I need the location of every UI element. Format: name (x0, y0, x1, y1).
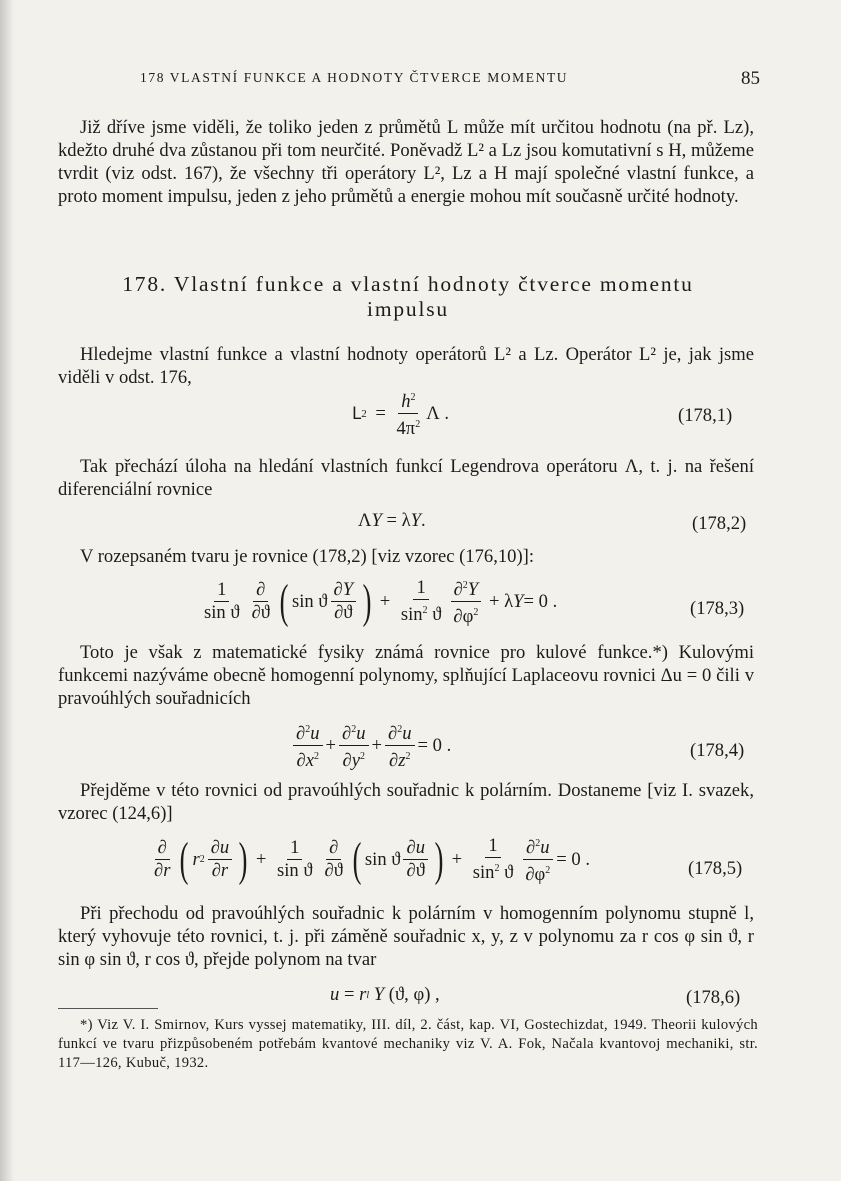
paragraph-2 (58, 455, 754, 501)
running-title: 178 VLASTNÍ FUNKCE A HODNOTY ČTVERCE MOMENTU (140, 70, 569, 85)
footnote-text: *) Viz V. I. Smirnov, Kurs vyssej matematiky, III. díl, 2. část, kap. VI, Gostechizdat, 1949. Theorii kulových funkcí ve tvaru přizpůsobeném potřebám kvantové mechaniky viz V. A. Fok, Načala kvantovoj mechaniki, str. 117—126, Kubuč, 1932. (58, 1017, 758, 1071)
binding-shadow (0, 0, 14, 1181)
paragraph-5 (58, 779, 754, 825)
paragraph-1 (58, 343, 754, 389)
equation-number-178-1: (178,1) (678, 405, 733, 426)
paragraph-6-text: Při přechodu od pravoúhlých souřadnic k polárním v homogenním polynomu stupně l, který vyhovuje této rovnici, t. j. při záměně souřadnic x, y, z v polynomu za r cos φ sin ϑ, r sin φ sin ϑ, r cos ϑ, přejde polynom na tvar (58, 903, 754, 970)
equation-178-1: L 2 = $\frac{h^2}{4\pi^2}$ Λ . (352, 388, 449, 439)
paragraph-3 (58, 545, 754, 568)
section-heading-line2: impulsu (367, 297, 449, 321)
paragraph-6 (58, 902, 754, 971)
paragraph-2-text: Tak přechází úloha na hledání vlastních funkcí Legendrova operátoru Λ, t. j. na řešení diferenciální rovnice (58, 456, 754, 500)
paragraph-3-text: V rozepsaném tvaru je rovnice (178,2) [viz vzorec (176,10)]: (80, 546, 534, 567)
section-heading (58, 272, 758, 322)
paragraph-4-text: Toto je však z matematické fysiky známá rovnice pro kulové funkce.*) Kulovými funkcemi nazýváme obecně homogenní polynomy, splňující Laplaceovu rovnici Δu = 0 čili v pravoúhlých souřadnicích (58, 642, 754, 709)
equation-178-2: Λ Y = λ Y . (358, 510, 426, 531)
equation-178-6: u = r l Y (ϑ, φ) , (330, 984, 440, 1005)
equation-number-178-3: (178,3) (690, 598, 745, 619)
page-number: 85 (741, 68, 760, 89)
equation-number-178-6: (178,6) (686, 987, 741, 1008)
equation-178-4: $\frac{\partial^2u}{\partial x^2}$ + $\frac{\partial^2u}{\partial y^2}$ + $\frac{\partial^2u}{\partial z^2}$ = 0 . (290, 720, 451, 771)
footnote (58, 1016, 758, 1073)
paragraph-4 (58, 641, 754, 710)
equation-number-178-5: (178,5) (688, 858, 743, 879)
paragraph-5-text: Přejděme v této rovnici od pravoúhlých souřadnic k polárním. Dostaneme [viz I. svazek, vzorec (124,6)] (58, 780, 754, 824)
equation-178-3: $\frac{1}{\text{sin ϑ}}$ $\frac{\partial}{\partial ϑ}$ ( sin ϑ $\frac{\partial Y}{\partial ϑ}$ ) + $\frac{1}{\sin^2 ϑ}$ $\frac{\partial^2Y}{\partial\varphi^2}$ + λ Y = 0 . (204, 574, 558, 628)
equation-number-178-2: (178,2) (692, 513, 747, 534)
footnote-rule (58, 1008, 158, 1009)
equation-number-178-4: (178,4) (690, 740, 745, 761)
intro-paragraph (58, 116, 754, 208)
section-heading-line1: 178. Vlastní funkce a vlastní hodnoty čtverce momentu (122, 272, 694, 296)
paragraph-1-text: Hledejme vlastní funkce a vlastní hodnoty operátorů L² a Lz. Operátor L² je, jak jsme viděli v odst. 176, (58, 344, 754, 388)
equation-178-5: $\frac{\partial}{\partial r}$ ( r 2 $\frac{\partial u}{\partial r}$ ) + $\frac{1}{\text{sin ϑ}}$ $\frac{\partial}{\partial ϑ}$ ( sin ϑ $\frac{\partial u}{\partial ϑ}$ ) + $\frac{1}{\sin^2 ϑ}$ $\frac{\partial^2u}{\partial\varphi^2}$ = 0 . (154, 832, 590, 886)
running-header (140, 70, 760, 96)
intro-text: Již dříve jsme viděli, že toliko jeden z průmětů L může mít určitou hodnotu (na př. Lz), kdežto druhé dva zůstanou při tom neurčité. Poněvadž L² a Lz jsou komutativní s H, můžeme tvrdit (viz odst. 167), že všechny tři operátory L², Lz a H mají společné vlastní funkce, a proto moment impulsu, jeden z jeho průmětů a energie mohou mít současně určité hodnoty. (58, 117, 754, 207)
